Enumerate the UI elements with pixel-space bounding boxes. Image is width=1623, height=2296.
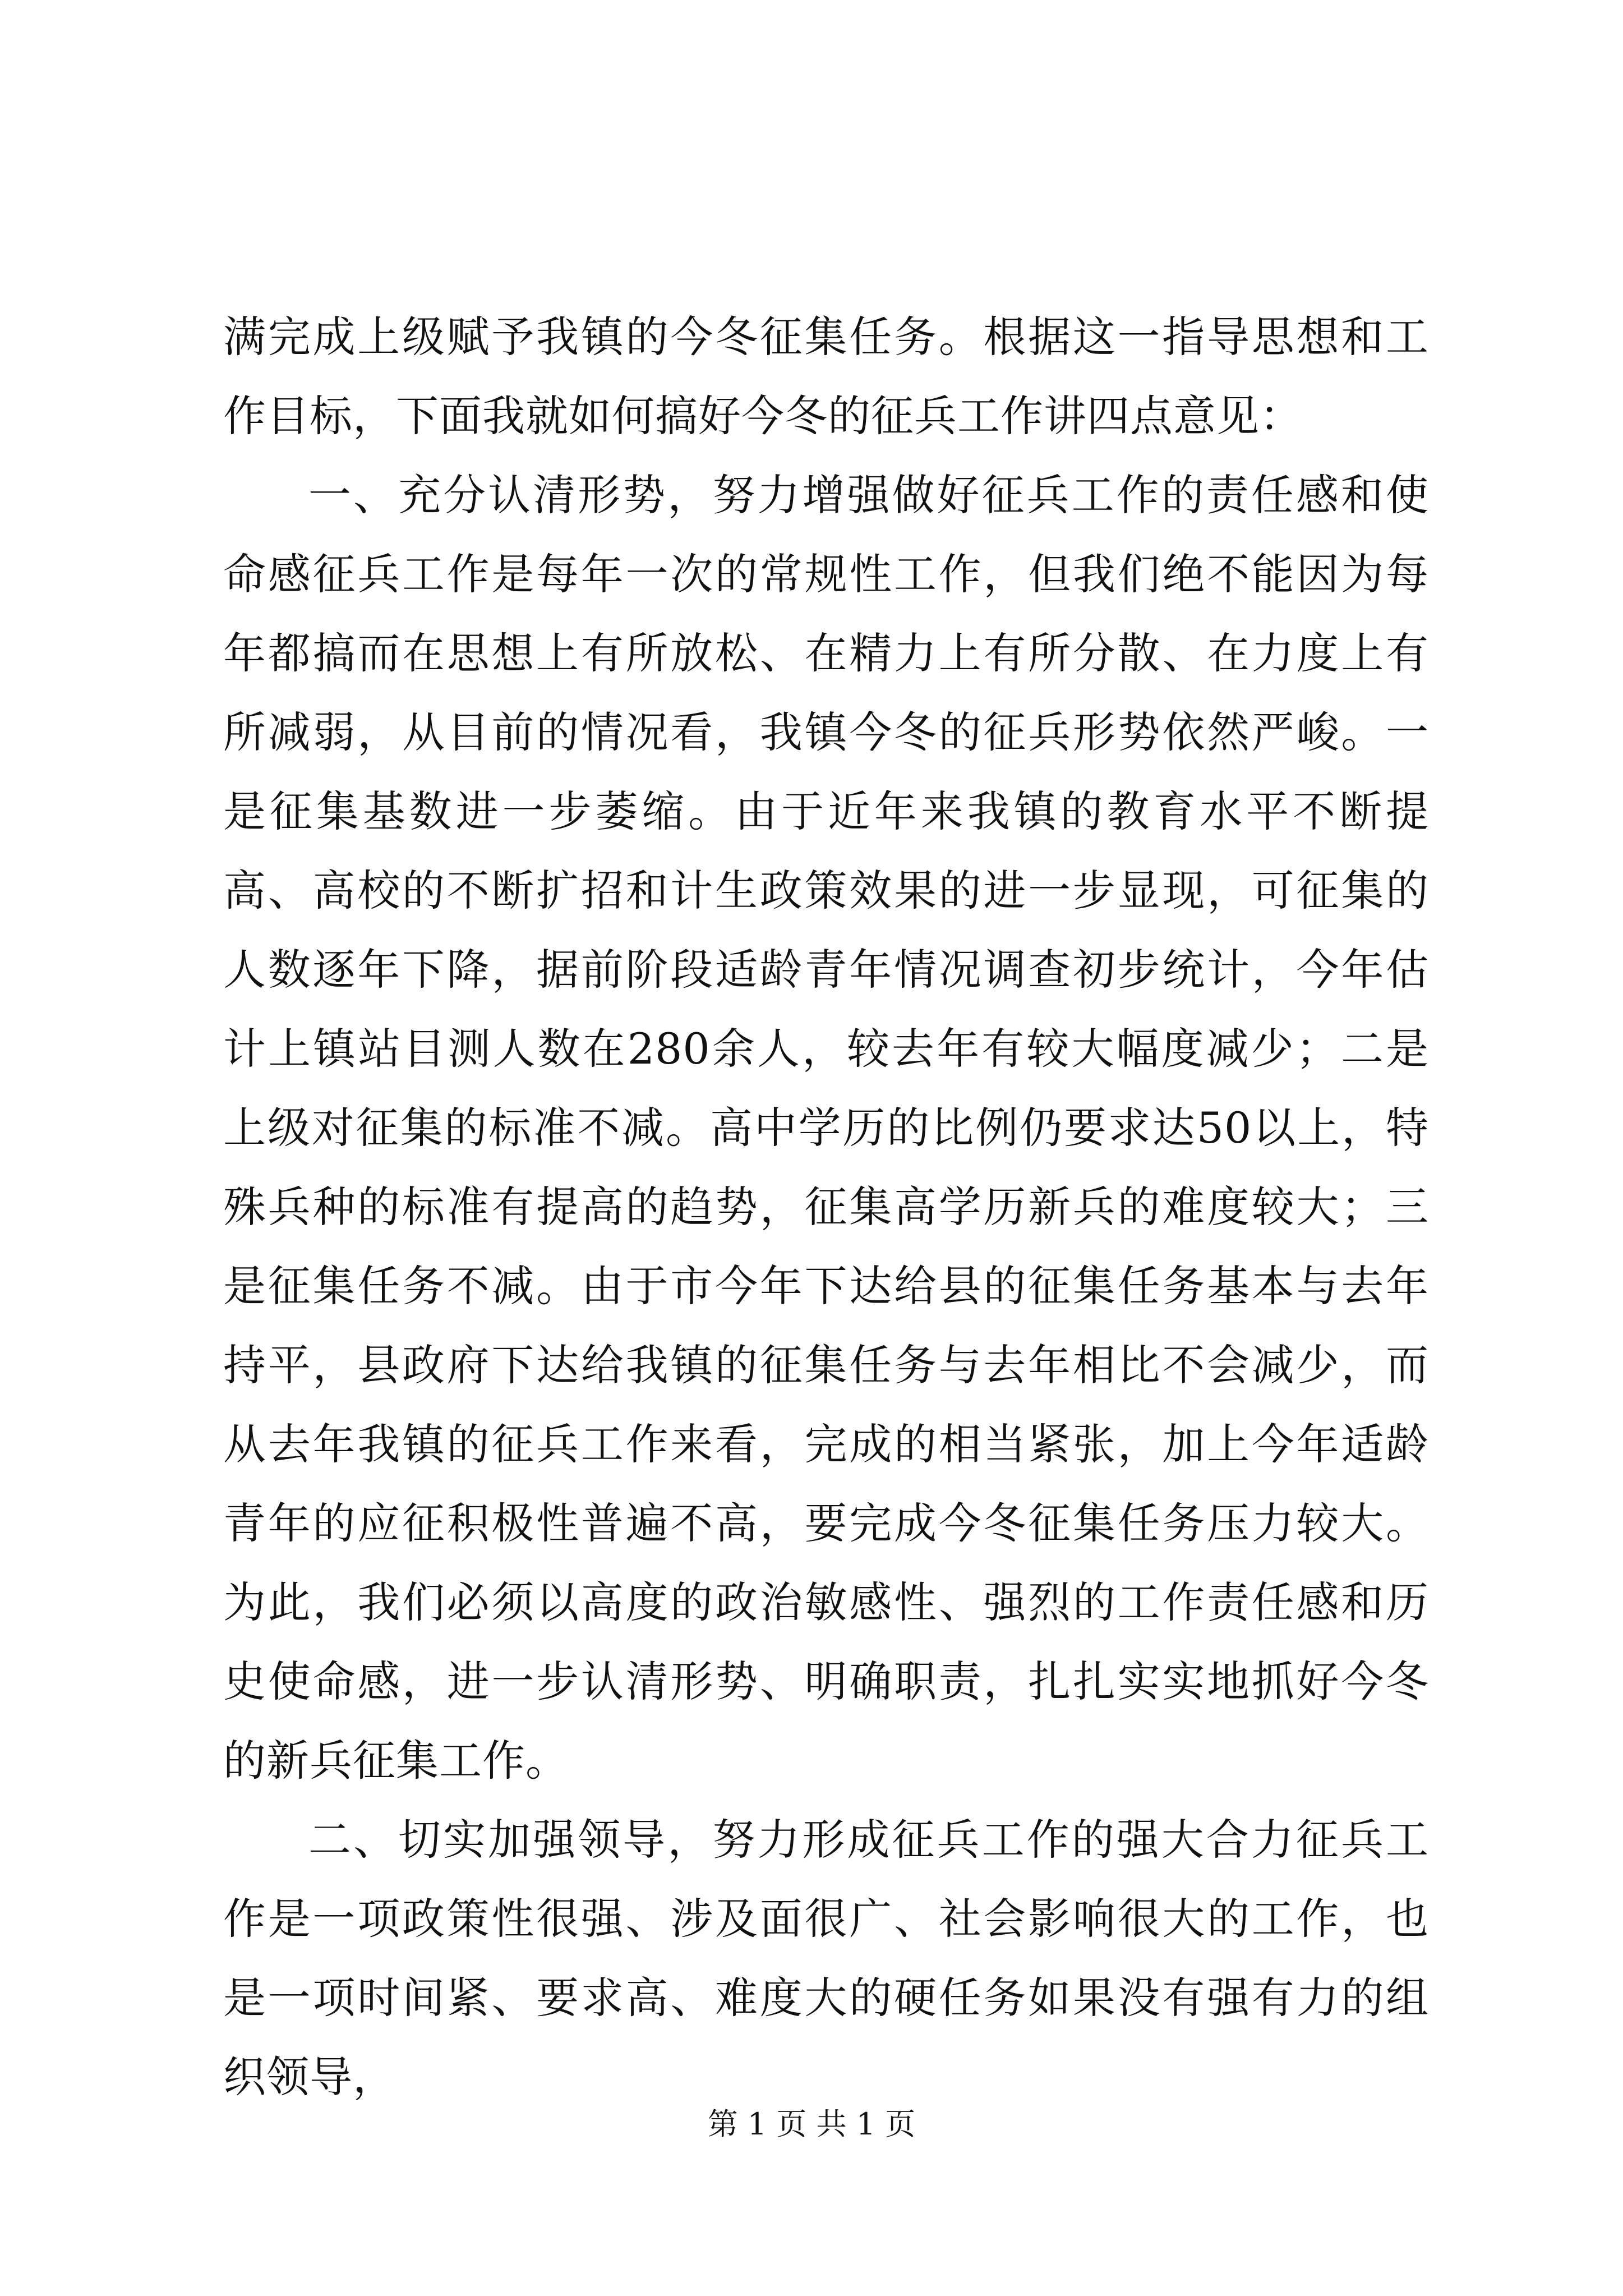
page-number-label: 第 1 页 共 1 页 [707, 2106, 916, 2142]
paragraph-section-one: 一、充分认清形势，努力增强做好征兵工作的责任感和使命感征兵工作是每年一次的常规性工作，但我们绝不能因为每年都搞而在思想上有所放松、在精力上有所分散、在力度上有所减弱，从目前的情况看，我镇今冬的征兵形势依然严峻。一是征集基数进一步萎缩。由于近年来我镇的教育水平不断提高、高校的不断扩招和计生政策效果的进一步显现，可征集的人数逐年下降，据前阶段适龄青年情况调查初步统计，今年估计上镇站目测人数在280余人，较去年有较大幅度减少；二是上级对征集的标准不减。高中学历的比例仍要求达50以上，特殊兵种的标准有提高的趋势，征集高学历新兵的难度较大；三是征集任务不减。由于市今年下达给县的征集任务基本与去年持平，县政府下达给我镇的征集任务与去年相比不会减少，而从去年我镇的征兵工作来看，完成的相当紧张，加上今年适龄青年的应征积极性普遍不高，要完成今冬征集任务压力较大。为此，我们必须以高度的政治敏感性、强烈的工作责任感和历史使命感，进一步认清形势、明确职责，扎扎实实地抓好今冬的新兵征集工作。 [223, 470, 1429, 1786]
document-body [223, 297, 1429, 2116]
page-footer [0, 2105, 1623, 2144]
paragraph-continuation: 满完成上级赋予我镇的今冬征集任务。根据这一指导思想和工作目标，下面我就如何搞好今冬的征兵工作讲四点意见： [223, 312, 1429, 441]
paragraph-section-two: 二、切实加强领导，努力形成征兵工作的强大合力征兵工作是一项政策性很强、涉及面很广、社会影响很大的工作，也是一项时间紧、要求高、难度大的硬任务如果没有强有力的组织领导， [223, 1815, 1429, 2102]
